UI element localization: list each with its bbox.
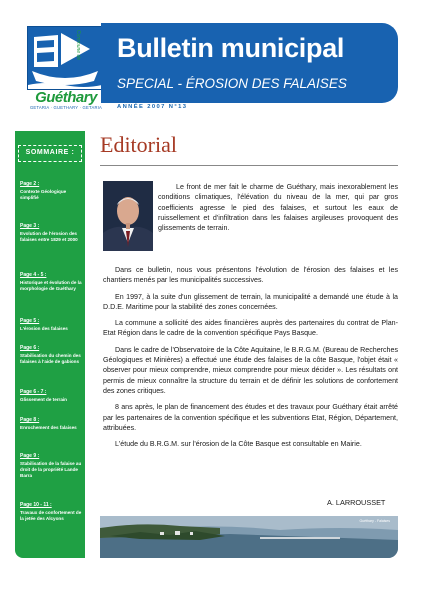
summary-heading: SOMMAIRE : xyxy=(25,149,75,156)
toc-item[interactable] xyxy=(20,389,82,403)
editorial-heading: Editorial xyxy=(100,132,177,157)
editorial-paragraph: Dans le cadre de l'Observatoire de la Côte Aquitaine, le B.R.G.M. (Bureau de Recherches Géologiques et Minières) a effectué une étude des falaises de la côte Basque, l'objet était « observer pour mieux comprendre, mieux comprendre pour mieux décider ». Les résultats ont permis de mieux connaître la structure du terrain et de définir les solutions de confortement des zones critiques. xyxy=(103,345,398,395)
coastline-image-icon xyxy=(100,516,398,558)
toc-page-number: Page 6 - 7 : xyxy=(20,389,47,395)
issue-number: ANNÉE 2007 N°13 xyxy=(117,104,188,110)
editorial-intro xyxy=(158,182,398,233)
heading-divider xyxy=(100,165,398,166)
bulletin-title: Bulletin municipal xyxy=(117,33,345,63)
toc-item[interactable] xyxy=(20,223,82,243)
toc-item[interactable] xyxy=(20,181,82,201)
editorial-body xyxy=(103,265,398,455)
toc-page-number: Page 10 - 11 : xyxy=(20,502,52,508)
logo-town-name: Guéthary xyxy=(35,89,97,106)
toc-item[interactable] xyxy=(20,417,82,431)
boat-emblem-icon xyxy=(28,27,102,89)
header-banner xyxy=(101,23,398,103)
toc-item[interactable] xyxy=(20,453,82,479)
toc-page-number: Page 5 : xyxy=(20,318,40,324)
coastline-photo xyxy=(100,516,398,558)
toc-item[interactable] xyxy=(20,345,82,365)
portrait-image-icon xyxy=(103,181,153,251)
toc-item-label: Enrochement des falaises xyxy=(20,425,77,430)
town-logo xyxy=(26,25,106,109)
photo-caption: Guéthary - Falaises xyxy=(359,519,390,523)
toc-page-number: Page 9 : xyxy=(20,453,40,459)
editorial-paragraph: L'étude du B.R.G.M. sur l'érosion de la Côte Basque est consultable en Mairie. xyxy=(115,440,362,449)
summary-heading-box xyxy=(18,145,82,162)
mayor-portrait xyxy=(103,181,153,251)
bulletin-subtitle: SPECIAL - ÉROSION DES FALAISES xyxy=(117,76,347,91)
editorial-paragraph: En 1997, à la suite d'un glissement de terrain, la municipalité a demandé une étude à la D.D.E. Maritime pour la stabilité des zones concernées. xyxy=(103,292,398,311)
toc-item-label: Historique et évolution de la morphologie de Guéthary xyxy=(20,280,82,291)
toc-item[interactable] xyxy=(20,318,82,332)
toc-item-label: Glissement de terrain xyxy=(20,397,67,402)
editorial-signature: A. LARROUSSET xyxy=(327,498,386,507)
toc-item[interactable] xyxy=(20,272,82,292)
toc-page-number: Page 6 : xyxy=(20,345,40,351)
toc-page-number: Page 2 : xyxy=(20,181,40,187)
toc-item-label: Stabilisation du chemin des falaises à l'aide de gabions xyxy=(20,353,81,364)
toc-item-label: L'érosion des falaises xyxy=(20,326,68,331)
toc-item-label: Evolution de l'érosion des falaises entre 1829 et 2000 xyxy=(20,231,78,242)
toc-item[interactable] xyxy=(20,502,82,522)
editorial-intro-text: Le front de mer fait le charme de Guéthary, mais inexorablement les conditions climatiques, l'élévation du niveau de la mer, qui par gros coefficients agresse le pied des falaises, et surtout les eaux de ruissellement et d'infiltration dans les falaises argileuses provoquent des glissements de terrain. xyxy=(158,183,398,233)
editorial-paragraph: La commune a sollicité des aides financières auprès des partenaires du contrat de Plan-Etat Région dans le cadre de la convention spécifique Pays Basque. xyxy=(103,319,398,338)
toc-page-number: Page 8 : xyxy=(20,417,40,423)
toc-item-label: Contexte Géologique simplifié xyxy=(20,189,67,200)
editorial-paragraph: 8 ans après, le plan de financement des études et des travaux pour Guéthary était arrêté par les partenaires de la convention spécifique et les subventions Etat, Région, Département, attribuées. xyxy=(103,403,398,432)
summary-sidebar xyxy=(15,131,85,558)
editorial-paragraph: Dans ce bulletin, nous vous présentons l'évolution de l'érosion des falaises et les chantiers menés par les municipalités successives. xyxy=(103,266,398,285)
logo-emblem xyxy=(27,26,103,90)
toc-page-number: Page 4 - 5 : xyxy=(20,272,47,278)
logo-tagline: GETARIA · GUETHARY · GETARIA xyxy=(29,105,103,110)
toc-item-label: Stabilisation de la falaise au droit de la propriété Lande Barra xyxy=(20,461,82,478)
toc-page-number: Page 3 : xyxy=(20,223,40,229)
logo-commune-text: Commune de xyxy=(75,30,81,61)
toc-item-label: Travaux de confortement de la jetée des Alcyons xyxy=(20,510,82,521)
